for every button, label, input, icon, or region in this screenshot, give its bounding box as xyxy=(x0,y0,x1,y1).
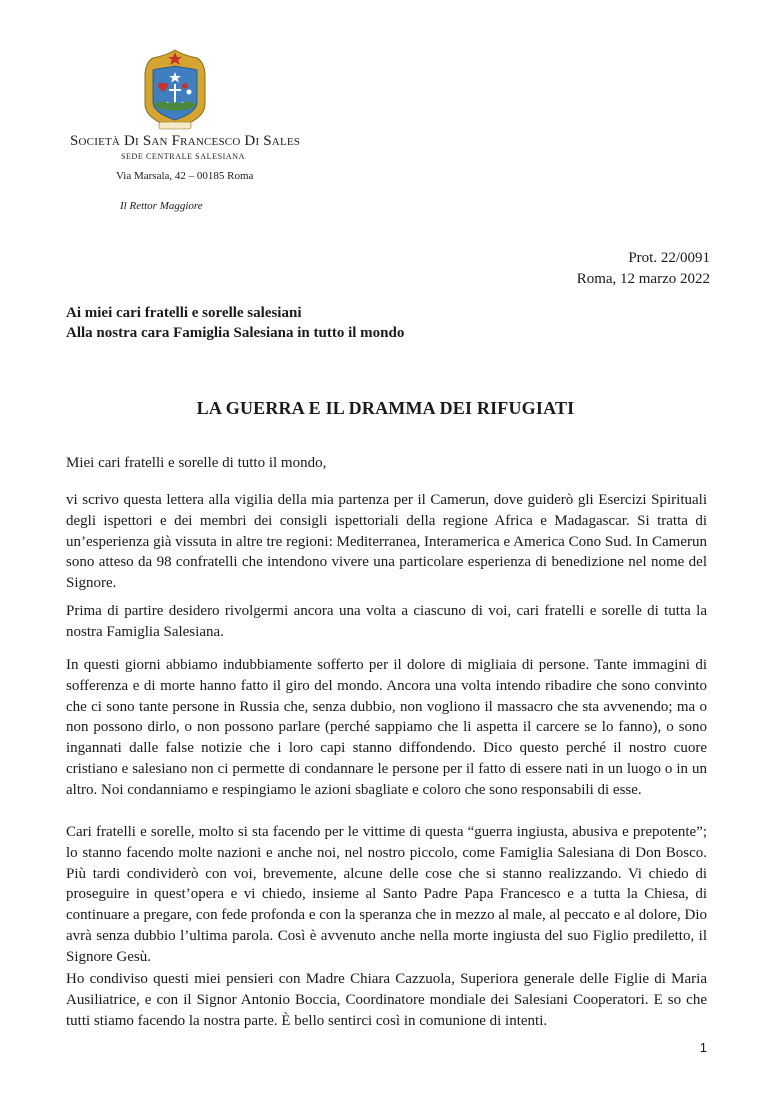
body-paragraph: Ho condiviso questi miei pensieri con Madre Chiara Cazzuola, Superiora generale delle Figlie di Maria Ausiliatrice, e con il Signor Antonio Boccia, Coordinatore mondiale dei Salesiani Cooperatori. E so che tutti stiamo facendo la nostra parte. È bello sentirci così in comunione di intenti. xyxy=(66,971,707,1029)
place-date: Roma, 12 marzo 2022 xyxy=(576,271,710,287)
organization-name: Società Di San Francesco Di Sales xyxy=(70,133,301,149)
body-paragraph: vi scrivo questa lettera alla vigilia della mia partenza per il Camerun, dove guiderò gli Esercizi Spirituali degli ispettori e dei membri dei consigli ispettoriali della regione Africa e Madagascar. Si tratta di un’esperienza già vissuta in altre tre regioni: Mediterranea, Interamerica e America Cono Sud. In Camerun sono atteso da 98 confratelli che intendono vivere una particolare esperienza di benedizione nel nome del Signore. xyxy=(66,492,707,592)
organization-subtitle: SEDE CENTRALE SALESIANA xyxy=(121,152,246,161)
salesian-crest-logo xyxy=(139,48,211,132)
body-paragraph: Cari fratelli e sorelle, molto si sta facendo per le vittime di questa “guerra ingiusta, abusiva e prepotente”; lo stanno facendo molte nazioni e anche noi, nel nostro piccolo, come Famiglia Salesiana di Don Bosco. Più tardi condividerò con voi, brevemente, alcune delle cose che si stanno realizzando. Vi chiedo di proseguire in quest’opera e vi chiedo, insieme al Santo Padre Papa Francesco e a tutta la Chiesa, di continuare a pregare, con fede profonda e con la speranza che in mezzo al male, al peccato e al dolore, Dio avrà senza dubbio l’ultima parola. Così è avvenuto anche nella morte ingiusta del suo Figlio prediletto, il Signore Gesù. xyxy=(66,824,707,965)
body-paragraph: In questi giorni abbiamo indubbiamente sofferto per il dolore di migliaia di persone. Tante immagini di sofferenza e di morte hanno fatto il giro del mondo. Ancora una volta intendo ribadire che sono convinto che ci sono tante persone in Russia che, senza dubbio, non vogliono il massacro che sta avvenendo; ma o non possono dirlo, o non possono parlare (perché sappiamo che li aspetta il carcere se lo fanno), o sono ingannati dalle false notizie che i loro capi stanno diffondendo. Dico questo perché il nostro cuore cristiano e salesiano non ci permette di condannare le persone per il fatto di essere nati in un luogo o in un altro. Noi condanniamo e respingiamo le azioni sbagliate e coloro che sono responsabili di esse. xyxy=(66,657,707,798)
addressee-line: Alla nostra cara Famiglia Salesiana in tutto il mondo xyxy=(66,325,405,341)
sender-role: Il Rettor Maggiore xyxy=(120,200,203,212)
addressee-line: Ai miei cari fratelli e sorelle salesiani xyxy=(66,305,302,321)
protocol-number: Prot. 22/0091 xyxy=(628,250,710,266)
letter-title: LA GUERRA E IL DRAMMA DEI RIFUGIATI xyxy=(196,398,575,418)
body-paragraph: Prima di partire desidero rivolgermi ancora una volta a ciascuno di voi, cari fratelli e sorelle di tutta la nostra Famiglia Salesiana. xyxy=(66,603,707,640)
organization-address: Via Marsala, 42 – 00185 Roma xyxy=(116,170,254,182)
page-number: 1 xyxy=(699,1040,707,1055)
salutation: Miei cari fratelli e sorelle di tutto il mondo, xyxy=(66,455,327,471)
